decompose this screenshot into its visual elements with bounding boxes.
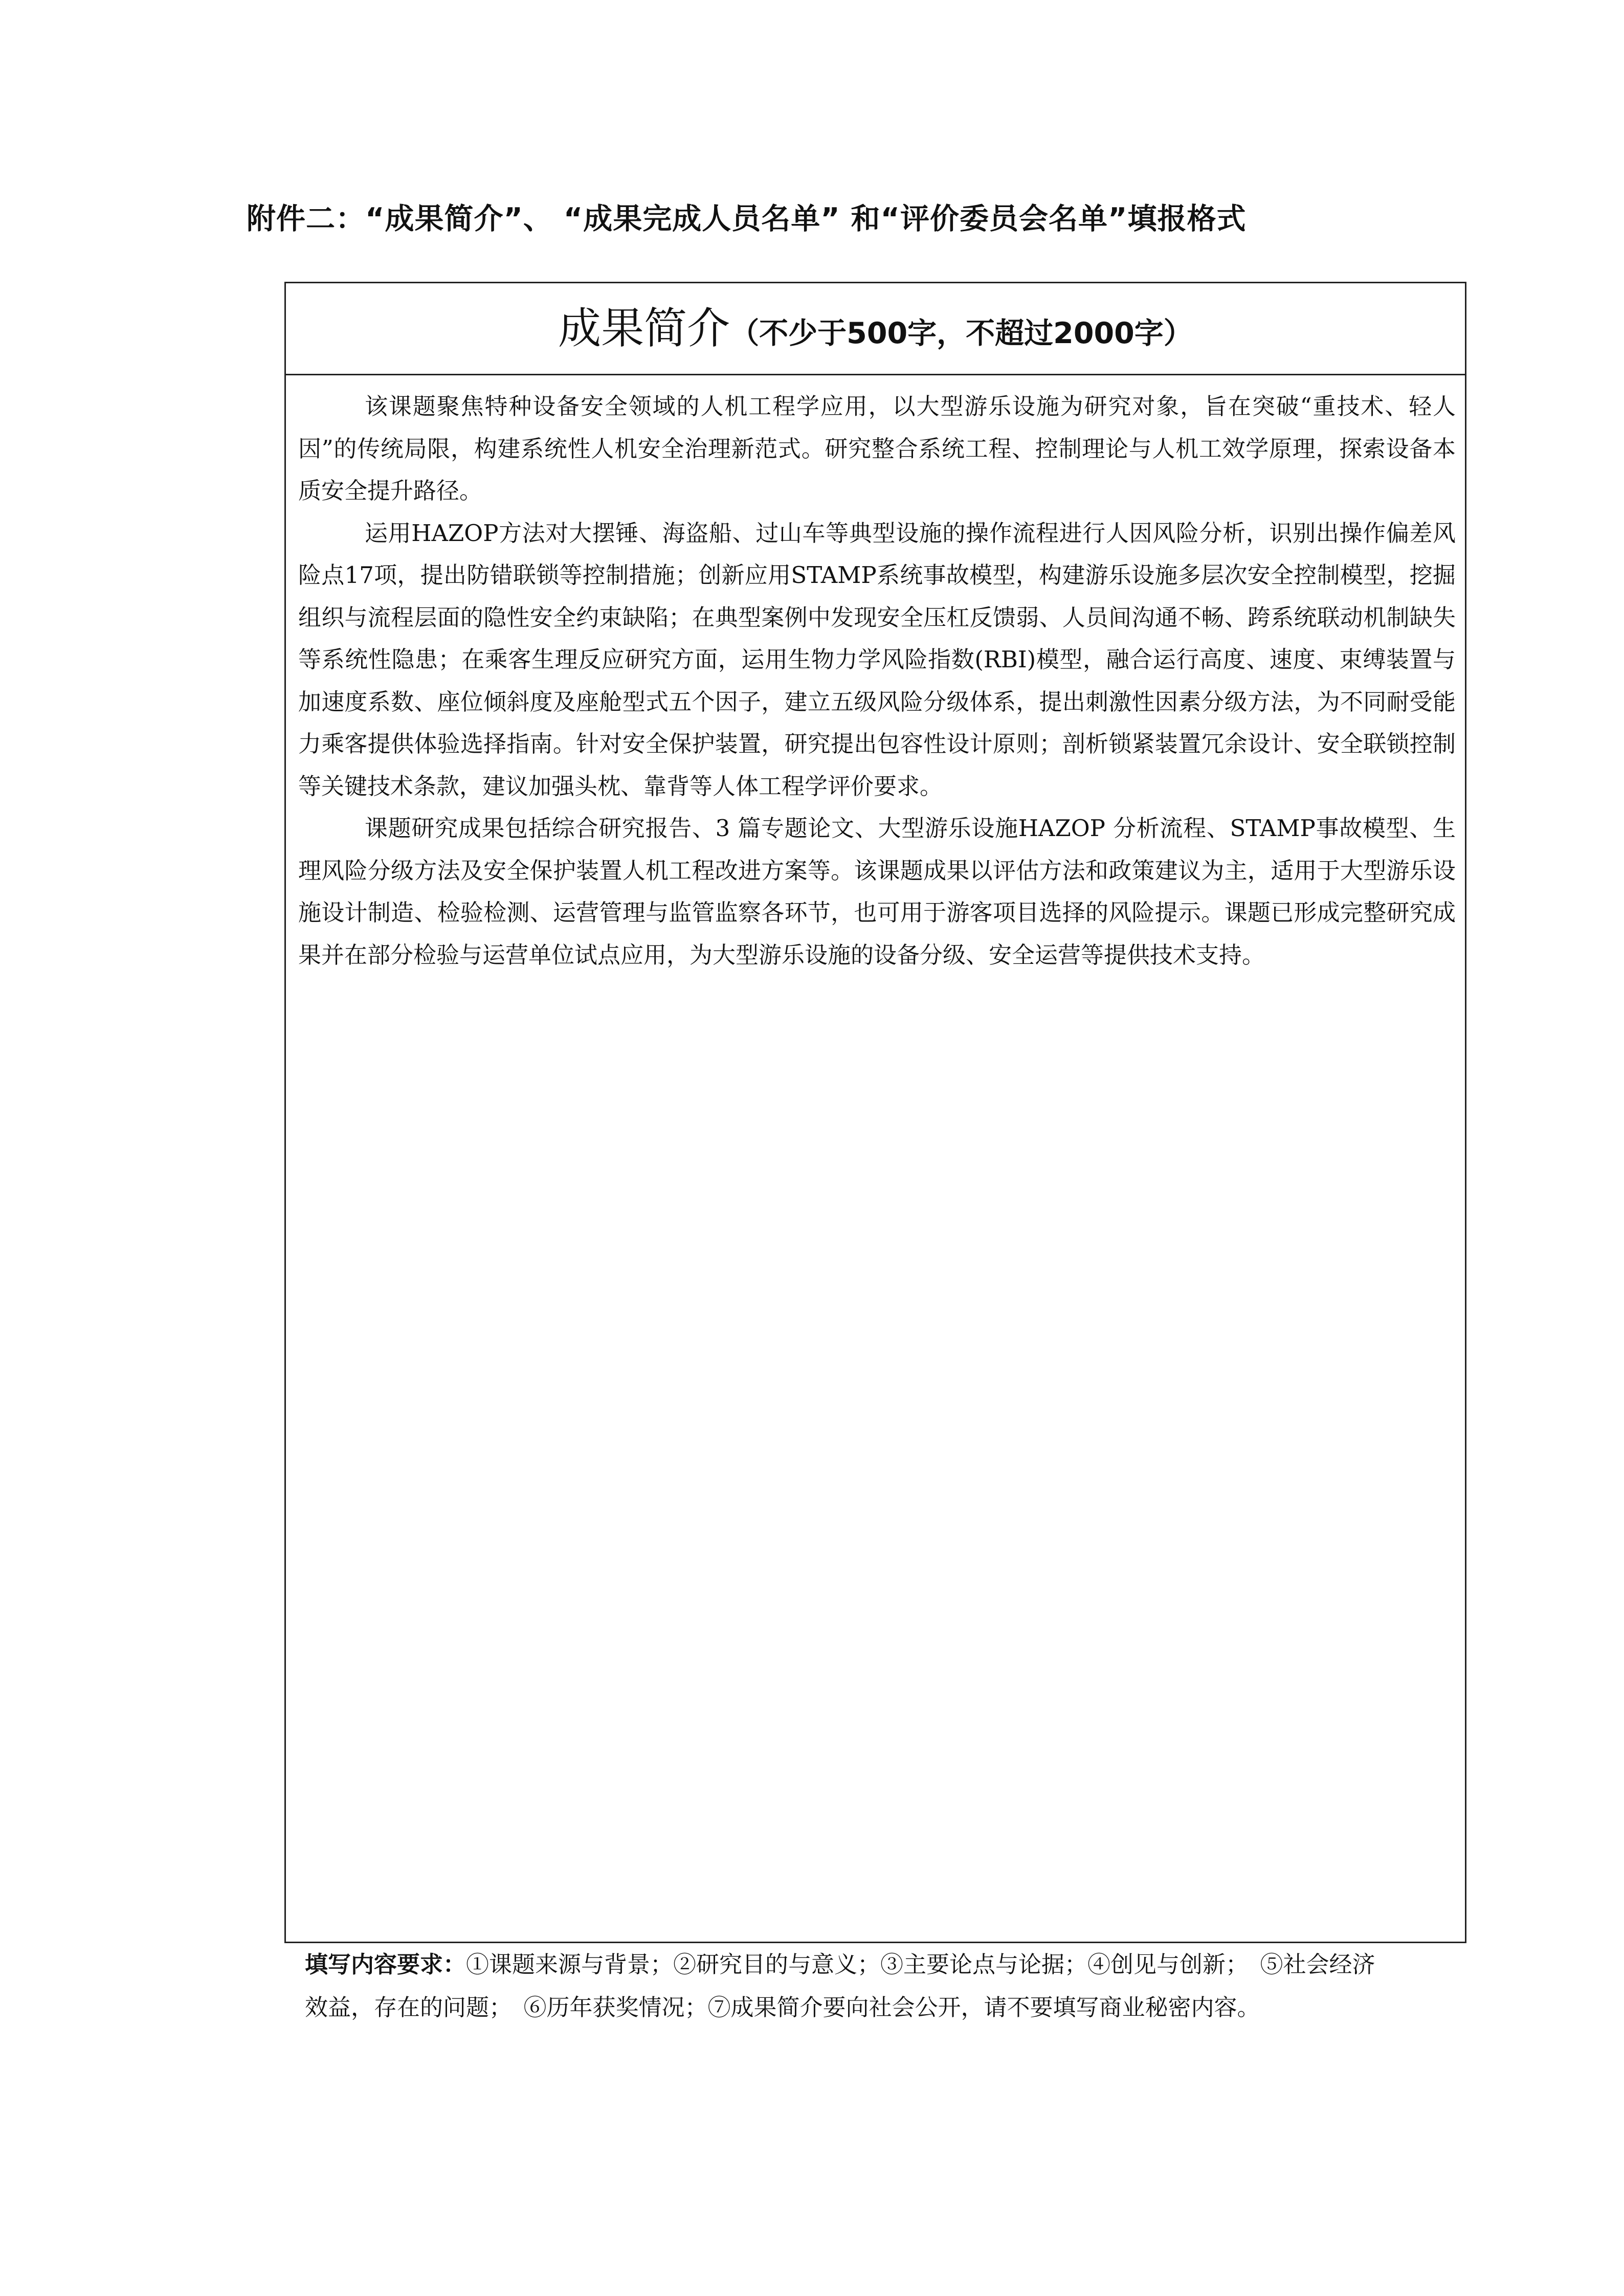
summary-paragraph-1: 该课题聚焦特种设备安全领域的人机工程学应用，以大型游乐设施为研究对象，旨在突破“重技术、轻人因”的传统局限，构建系统性人机安全治理新范式。研究整合系统工程、控制理论与人机工效学原理，探索设备本质安全提升路径。 [298, 393, 1456, 504]
requirements-text: ①课题来源与背景；②研究目的与意义；③主要论点与论据；④创见与创新； ⑤社会经济效益，存在的问题； ⑥历年获奖情况；⑦成果简介要向社会公开，请不要填写商业秘密内容。 [305, 1951, 1375, 2021]
form-title-row [286, 283, 1465, 375]
summary-paragraph-3: 课题研究成果包括综合研究报告、3 篇专题论文、大型游乐设施HAZOP 分析流程、STAMP事故模型、生理风险分级方法及安全保护装置人机工程改进方案等。该课题成果以评估方法和政策建议为主，适用于大型游乐设施设计制造、检验检测、运营管理与监管监察各环节，也可用于游客项目选择的风险提示。课题已形成完整研究成果并在部分检验与运营单位试点应用，为大型游乐设施的设备分级、安全运营等提供技术支持。 [298, 815, 1456, 969]
requirements-label: 填写内容要求： [305, 1951, 466, 1978]
summary-paragraph-2: 运用HAZOP方法对大摆锤、海盗船、过山车等典型设施的操作流程进行人因风险分析，识别出操作偏差风险点17项，提出防错联锁等控制措施；创新应用STAMP系统事故模型，构建游乐设施多层次安全控制模型，挖掘组织与流程层面的隐性安全约束缺陷；在典型案例中发现安全压杠反馈弱、人员间沟通不畅、跨系统联动机制缺失等系统性隐患；在乘客生理反应研究方面，运用生物力学风险指数(RBI)模型，融合运行高度、速度、束缚装置与加速度系数、座位倾斜度及座舱型式五个因子，建立五级风险分级体系，提出刺激性因素分级方法，为不同耐受能力乘客提供体验选择指南。针对安全保护装置，研究提出包容性设计原则；剖析锁紧装置冗余设计、安全联锁控制等关键技术条款，建议加强头枕、靠背等人体工程学评价要求。 [298, 519, 1456, 800]
attachment-heading: 附件二：“成果简介”、 “成果完成人员名单” 和“评价委员会名单”填报格式 [247, 202, 1247, 236]
fill-requirements [305, 1943, 1384, 2029]
form-title-word-limit: （不少于500字，不超过2000字） [730, 317, 1193, 350]
achievement-summary-form [284, 282, 1466, 1943]
form-title: 成果简介 [558, 303, 730, 353]
summary-text-area [298, 386, 1456, 976]
